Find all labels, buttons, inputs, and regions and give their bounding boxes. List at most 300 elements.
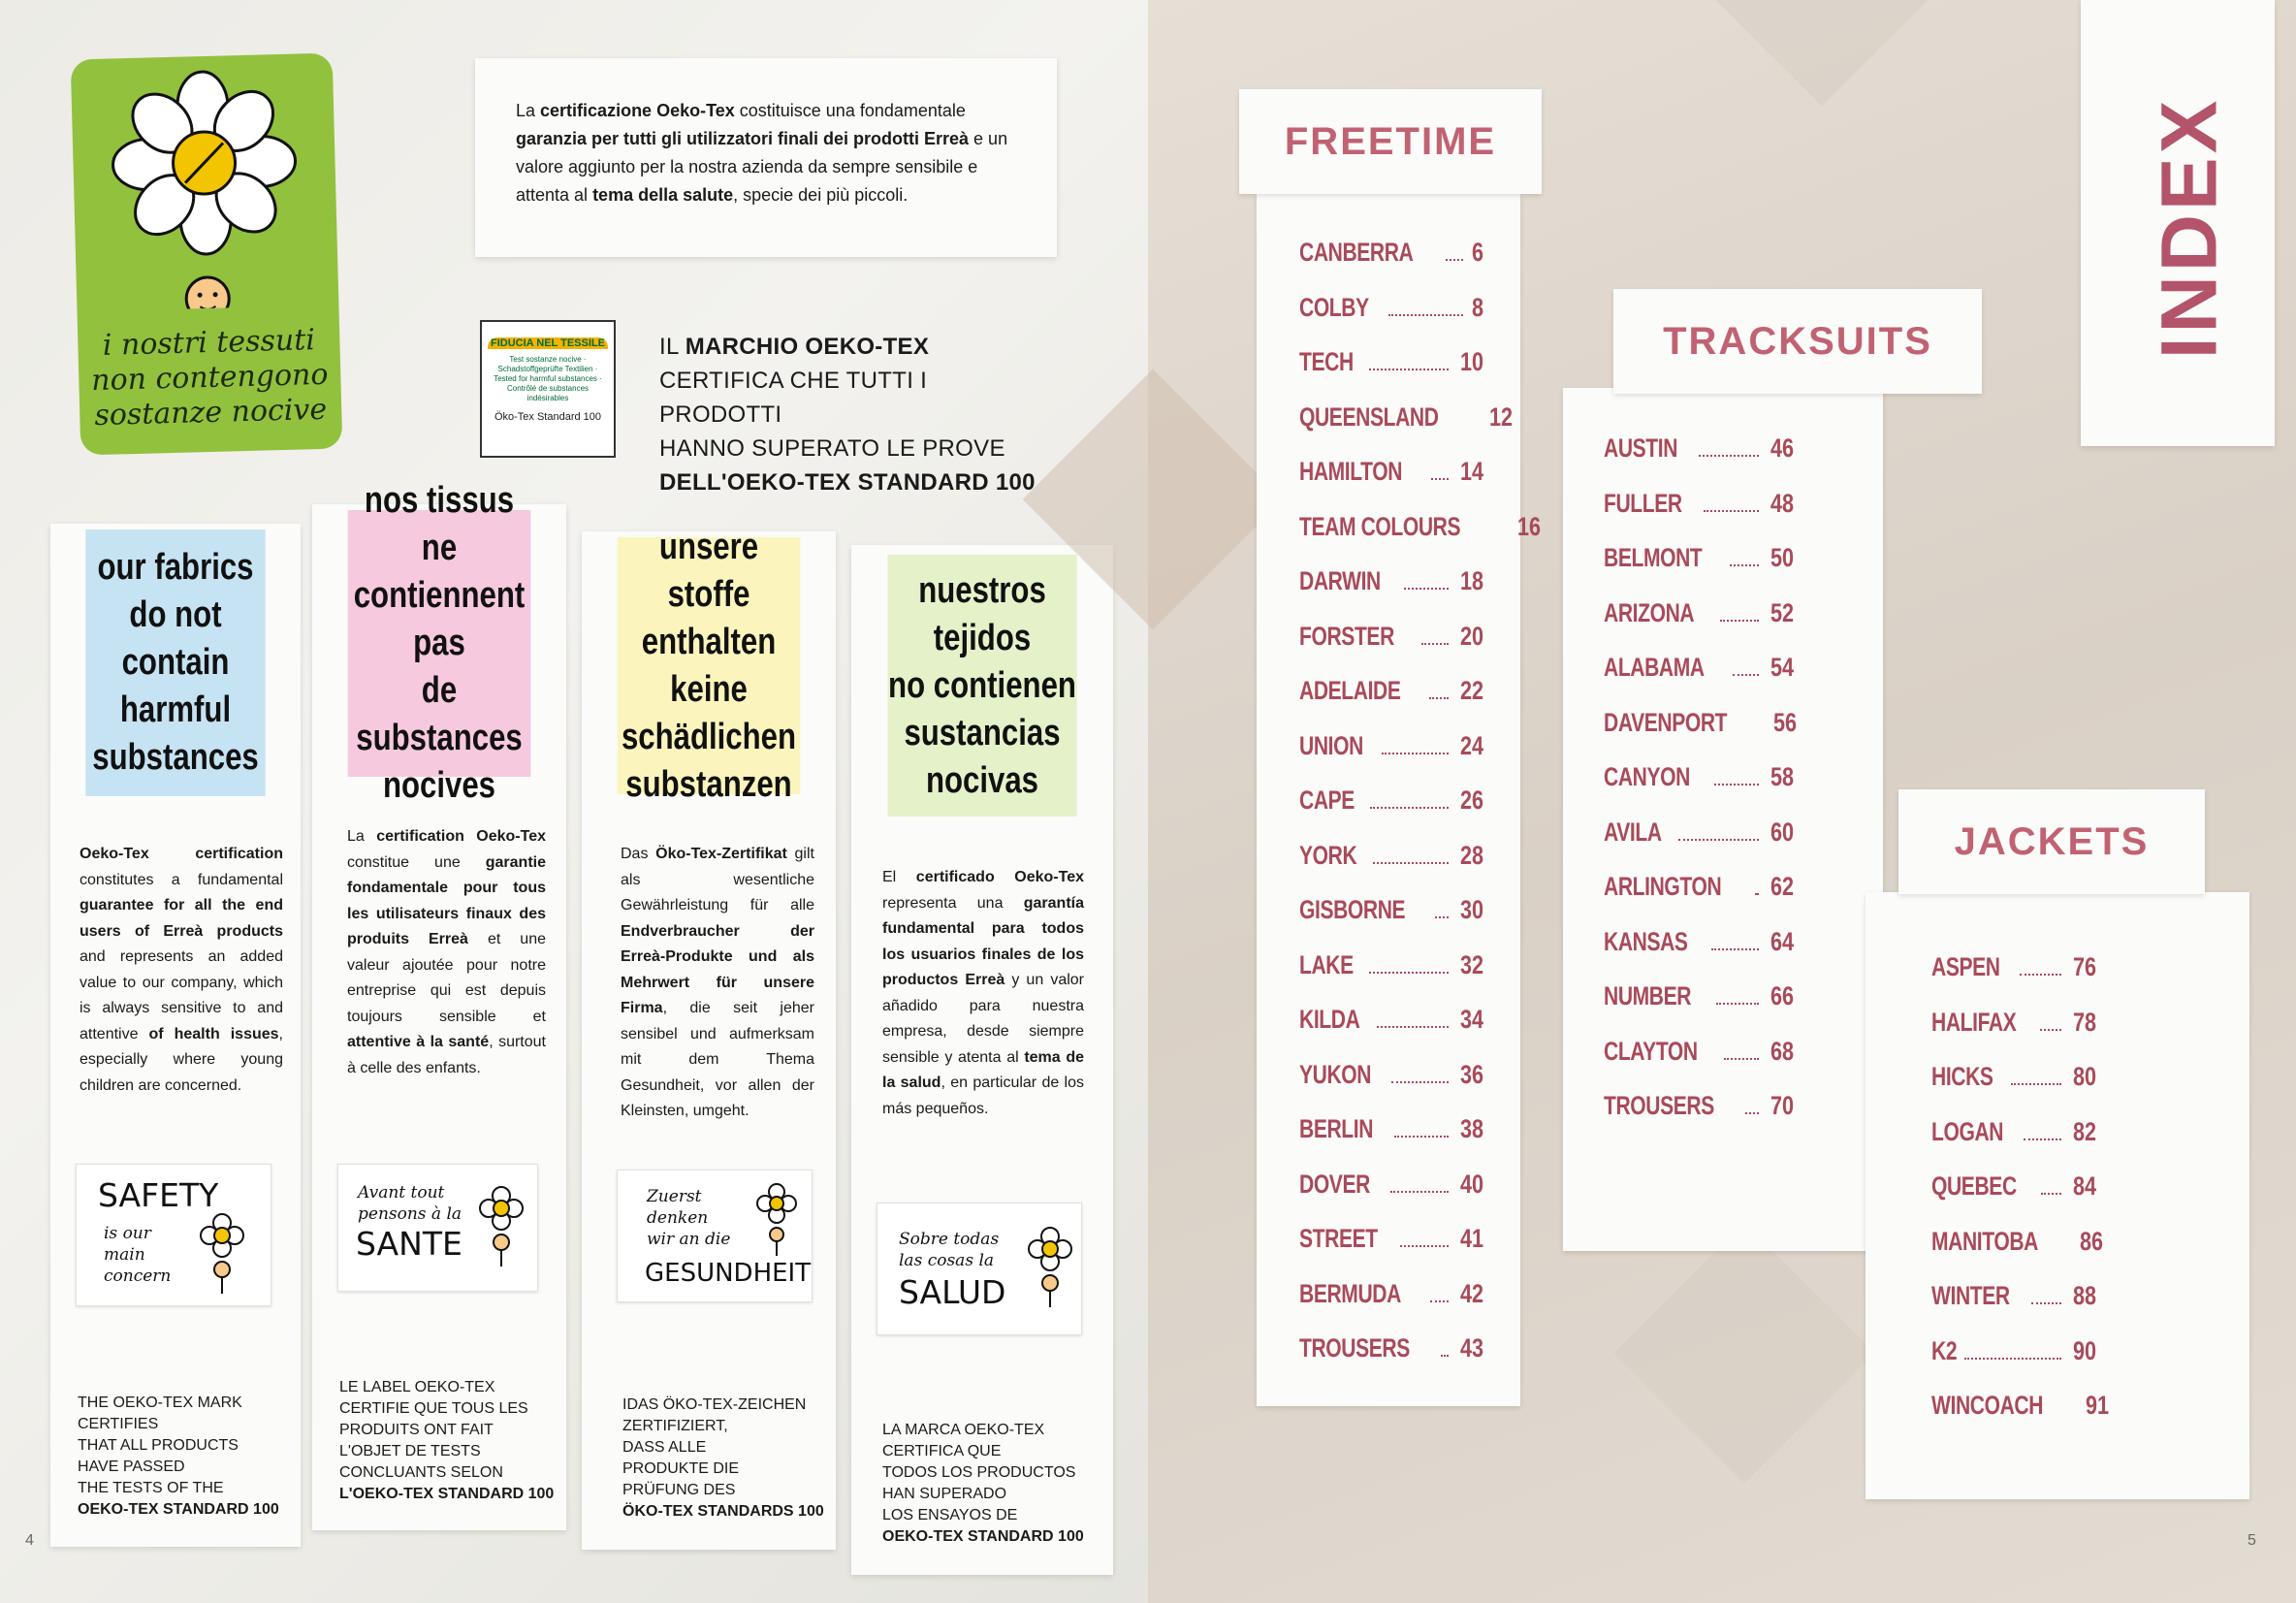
footer-line: HAVE PASSED (78, 1459, 185, 1475)
index-entry-name: DAVENPORT (1604, 707, 1728, 737)
slogan-small: Sobre todas (899, 1230, 1000, 1249)
index-entry-name: AVILA (1604, 817, 1662, 847)
index-entry (1931, 1062, 2096, 1092)
footer-line: CERTIFICA QUE (882, 1443, 1002, 1459)
index-entry-page: 40 (1459, 1169, 1483, 1199)
index-leader-dots (1390, 1191, 1449, 1193)
index-entry-page: 8 (1471, 292, 1483, 322)
index-leader-dots (2031, 1302, 2060, 1304)
index-entry-name: LAKE (1299, 949, 1354, 979)
index-entry-page: 91 (2086, 1391, 2110, 1420)
index-leader-dots (1400, 1245, 1449, 1247)
heading-line: substances (92, 737, 259, 778)
footer-line: ZERTIFIZIERT, (622, 1418, 728, 1434)
index-entry (1604, 707, 1798, 738)
footer-line-bold: ÖKO-TEX STANDARDS 100 (622, 1503, 824, 1520)
index-entry-page: 78 (2072, 1007, 2096, 1037)
footer-line-bold: OEKO-TEX STANDARD 100 (882, 1528, 1084, 1545)
index-entry (1604, 872, 1794, 902)
index-entry-page: 14 (1459, 457, 1483, 486)
index-entry-page: 52 (1770, 597, 1794, 627)
index-entry-name: CANBERRA (1299, 238, 1414, 267)
index-entry (1299, 238, 1483, 268)
body-text: , surtout à celle des enfants. (347, 1034, 546, 1076)
index-entry-name: FORSTER (1299, 621, 1394, 651)
footer-line: IDAS ÖKO-TEX-ZEICHEN (622, 1396, 807, 1413)
index-entry (1604, 818, 1794, 848)
heading-line: unsere stoffe (658, 526, 759, 615)
index-entry-name: CLAYTON (1604, 1036, 1698, 1066)
heading-line: our fabrics (97, 547, 254, 588)
intro-text: , specie dei più piccoli. (733, 185, 909, 205)
index-entry (1931, 1281, 2096, 1311)
index-leader-dots (1745, 1112, 1759, 1114)
heading-german (618, 526, 801, 805)
intro-text-bold: tema della salute (592, 185, 734, 205)
mark-line: CERTIFICA CHE TUTTI I PRODOTTI (659, 368, 928, 428)
index-entry-name: ARIZONA (1604, 597, 1695, 627)
flower-icon (71, 53, 339, 312)
index-entry (1604, 543, 1794, 573)
index-entry-page: 24 (1459, 730, 1483, 760)
logo-line: i nostri tessuti (102, 323, 316, 363)
index-entry (1604, 598, 1794, 628)
body-text: representa una (882, 894, 1024, 912)
body-bold: certification Oeko-Tex (376, 828, 546, 845)
mark-line-bold: MARCHIO OEKO-TEX (685, 334, 930, 360)
index-entry (1299, 511, 1542, 542)
heading-line: ne contiennent pas (353, 528, 526, 663)
footer-line-bold: L'OEKO-TEX STANDARD 100 (339, 1486, 555, 1502)
mark-line-bold: DELL'OEKO-TEX STANDARD 100 (659, 469, 1036, 496)
index-entry-name: ARLINGTON (1604, 872, 1722, 901)
background-diamond (1614, 1223, 1875, 1484)
slogan-small: Zuerst (647, 1187, 702, 1206)
index-entry-page: 20 (1459, 621, 1483, 651)
index-entry-page: 64 (1770, 926, 1794, 956)
index-entry-name: TECH (1299, 347, 1354, 376)
index-entry-name: ADELAIDE (1299, 676, 1401, 705)
body-text: Das (621, 846, 656, 862)
index-entry-name: TEAM COLOURS (1299, 511, 1461, 541)
index-entry-name: TROUSERS (1299, 1333, 1410, 1363)
index-entry-name: QUEENSLAND (1299, 401, 1439, 432)
index-entry (1299, 1279, 1483, 1309)
index-entry-page: 10 (1459, 347, 1483, 376)
heading-spanish (887, 555, 1076, 817)
body-french (347, 824, 546, 1081)
index-leader-dots (1704, 510, 1758, 512)
index-leader-dots (1711, 948, 1759, 950)
index-entry-page: 84 (2072, 1171, 2096, 1201)
badge-standard: Öko-Tex Standard 100 (494, 411, 602, 423)
index-entry-page: 68 (1770, 1036, 1794, 1066)
footer-line: LE LABEL OEKO-TEX (339, 1379, 495, 1395)
index-entry-name: YORK (1299, 840, 1357, 870)
body-bold: Endverbraucher der Erreà-Produkte und als Mehrwert für unsere Firma (621, 922, 814, 1016)
index-entry-name: STREET (1299, 1224, 1378, 1253)
index-entry-name: HALIFAX (1931, 1007, 2017, 1037)
index-entry-name: BELMONT (1604, 543, 1703, 572)
body-bold: guarantee for all the end users of Erreà products (80, 897, 283, 940)
index-entry (1299, 841, 1483, 871)
intro-text: La (516, 101, 541, 120)
mark-line: HANNO SUPERATO LE PROVE (659, 435, 1005, 462)
index-entry-page: 56 (1773, 707, 1798, 737)
index-entry-page: 12 (1489, 401, 1514, 432)
oeko-tex-logo (71, 53, 343, 456)
index-entry-page: 42 (1459, 1278, 1483, 1308)
flower-icon (1023, 1225, 1077, 1312)
footer-line: THE OEKO-TEX MARK (78, 1395, 242, 1411)
footer-line: CONCLUANTS SELON (339, 1464, 503, 1481)
page-number-right: 5 (2248, 1532, 2256, 1549)
column-english (50, 524, 301, 1547)
index-entry-page: 46 (1770, 433, 1794, 463)
badge-title: FIDUCIA NEL TESSILE (488, 337, 608, 349)
heading-line: nocivas (925, 759, 1039, 801)
index-entry (1299, 785, 1483, 816)
body-english (80, 842, 283, 1099)
index-leader-dots (1716, 1003, 1759, 1005)
slogan-small: main (104, 1245, 145, 1265)
index-entry-name: AUSTIN (1604, 433, 1678, 463)
index-entry-page: 16 (1517, 511, 1542, 541)
slogan-english (76, 1164, 271, 1306)
index-entry-name: ASPEN (1931, 952, 2000, 981)
index-entry (1604, 927, 1794, 957)
slogan-big: SALUD (899, 1273, 1006, 1311)
slogan-big: SANTE (356, 1225, 462, 1263)
index-leader-dots (1678, 839, 1759, 841)
index-entry (1299, 622, 1483, 652)
heading-line: substanzen (625, 763, 792, 805)
slogan-big: SAFETY (98, 1176, 219, 1214)
slogan-small: Avant tout (358, 1183, 445, 1202)
index-entry-page: 88 (2072, 1281, 2096, 1310)
index-entry-page: 50 (1770, 543, 1794, 572)
index-leader-dots (1699, 455, 1759, 457)
footer-line: TODOS LOS PRODUCTOS (882, 1464, 1076, 1481)
slogan-small: las cosas la (899, 1251, 995, 1270)
body-bold: garantie fondamentale pour tous les utilisateurs finaux des produits Erreà (347, 853, 546, 947)
heading-line: do not contain (121, 594, 230, 683)
index-entry-name: MANITOBA (1931, 1226, 2038, 1256)
index-entry (1604, 433, 1794, 464)
body-bold: garantía fundamental para todos los usuarios finales de los productos Erreà (882, 894, 1084, 988)
footer-spanish (882, 1420, 1084, 1548)
footer-line: THE TESTS OF THE (78, 1480, 224, 1496)
index-leader-dots (1714, 784, 1759, 785)
heading-line: enthalten keine (641, 621, 777, 710)
index-entry (1299, 1224, 1483, 1254)
index-entry (1931, 1117, 2096, 1147)
index-entry-page: 62 (1770, 872, 1794, 901)
footer-german (622, 1395, 824, 1523)
slogan-big: GESUNDHEIT (645, 1259, 812, 1288)
body-text: and represents an added value to our company, which is always sensitive to and attentive (80, 948, 283, 1042)
index-entry-page: 43 (1459, 1333, 1483, 1363)
index-entry-name: DOVER (1299, 1169, 1370, 1199)
index-entry (1604, 762, 1794, 792)
tracksuits-title: TRACKSUITS (1613, 289, 1982, 394)
footer-line: PRÜFUNG DES (622, 1482, 736, 1498)
index-entry (1299, 347, 1483, 377)
heading-line: de substances (356, 670, 523, 758)
logo-line: sostanze nocive (94, 392, 328, 433)
index-leader-dots (1377, 1026, 1449, 1028)
index-entry (1299, 1170, 1483, 1200)
flower-icon (749, 1182, 804, 1260)
footer-english (78, 1393, 279, 1521)
index-entry-page: 26 (1459, 785, 1483, 815)
index-entry (1299, 293, 1483, 323)
freetime-title: FREETIME (1239, 89, 1542, 194)
index-entry (1931, 952, 2096, 982)
index-entry (1299, 731, 1483, 761)
index-leader-dots (1441, 1355, 1449, 1357)
heading-french (348, 480, 531, 806)
heading-line: sustancias (904, 712, 1061, 753)
body-text: La (347, 828, 377, 845)
index-entry-name: COLBY (1299, 292, 1369, 322)
body-bold: certificado Oeko-Tex (915, 869, 1084, 885)
index-entry-page: 58 (1770, 762, 1794, 791)
badge-subtitle: Test sostanze nocive · Schadstoffgeprüfte Textilien · Tested for harmful substances · Contrôlé de substances indésirables (494, 355, 602, 402)
index-entry-page: 18 (1459, 566, 1483, 595)
index-entry (1299, 895, 1483, 925)
mark-line: IL (659, 334, 686, 360)
index-leader-dots (1369, 972, 1449, 974)
index-entry (1299, 950, 1483, 980)
slogan-small: wir an die (647, 1230, 731, 1249)
index-entry-page: 66 (1770, 981, 1794, 1010)
index-entry-page: 38 (1459, 1114, 1483, 1143)
index-entry-page: 70 (1770, 1091, 1794, 1120)
index-entry-name: K2 (1931, 1335, 1958, 1365)
footer-line-bold: OEKO-TEX STANDARD 100 (78, 1501, 279, 1518)
body-text: constitue une (347, 853, 486, 871)
index-entry-page: 48 (1770, 488, 1794, 518)
intro-text: e un valore aggiunto per la nostra azienda da sempre sensibile e attenta al (516, 129, 1008, 205)
index-leader-dots (1370, 807, 1449, 809)
index-entry (1299, 1114, 1483, 1144)
index-leader-dots (1369, 369, 1449, 370)
footer-line: HAN SUPERADO (882, 1486, 1007, 1502)
index-entry-name: YUKON (1299, 1059, 1372, 1089)
body-text: , die seit jeher sensibel und aufmerksam mit dem Thema Gesundheit, vor allen der Kleinsten, umgeht. (621, 1000, 814, 1119)
index-leader-dots (1755, 893, 1759, 895)
body-text: et une valeur ajoutée pour notre entreprise qui est depuis toujours sensible et (347, 931, 547, 1025)
index-entry-name: HAMILTON (1299, 457, 1403, 486)
slogan-small: pensons à la (358, 1204, 462, 1224)
jackets-title: JACKETS (1898, 789, 2205, 894)
index-leader-dots (1733, 674, 1759, 676)
index-entry (1931, 1391, 2110, 1421)
index-entry-page: 86 (2080, 1226, 2104, 1256)
index-leader-dots (1446, 259, 1463, 261)
index-entry-page: 80 (2072, 1062, 2096, 1091)
index-entry-name: CAPE (1299, 785, 1355, 815)
index-entry (1299, 1060, 1483, 1090)
intro-text-bold: certificazione Oeko-Tex (540, 101, 735, 120)
index-entry-name: TROUSERS (1604, 1091, 1714, 1120)
index-heading (2145, 87, 2234, 369)
index-leader-dots (1388, 314, 1463, 316)
heading-line: harmful (119, 689, 232, 730)
index-entry (1931, 1226, 2104, 1257)
index-entry-page: 41 (1459, 1224, 1483, 1253)
body-bold: of health issues (148, 1025, 279, 1042)
footer-line: LOS ENSAYOS DE (882, 1507, 1018, 1523)
index-entry (1931, 1171, 2096, 1202)
index-entry-page: 90 (2072, 1335, 2096, 1365)
body-text: constitutes a fundamental (80, 871, 283, 888)
index-entry-name: HICKS (1931, 1062, 1993, 1091)
index-leader-dots (1431, 478, 1449, 480)
index-leader-dots (2020, 974, 2061, 976)
slogan-german (617, 1170, 813, 1302)
index-entry-page: 32 (1459, 949, 1483, 979)
slogan-spanish (877, 1202, 1082, 1335)
flower-icon (474, 1184, 528, 1271)
footer-line: CERTIFIE QUE TOUS LES (339, 1400, 528, 1417)
body-text: gilt als wesentliche Gewährleistung für alle (621, 846, 814, 914)
heading-line: nos tissus (364, 480, 515, 521)
index-leader-dots (1421, 643, 1449, 645)
index-entry (1604, 489, 1794, 519)
oeko-tex-badge (480, 320, 616, 458)
heading-line: nuestros tejidos (918, 569, 1046, 658)
footer-line: CERTIFIES (78, 1416, 159, 1432)
body-text: , especially where young children are concerned. (80, 1025, 283, 1094)
index-entry (1931, 1336, 2096, 1366)
footer-line: PRODUITS ONT FAIT (339, 1422, 494, 1438)
slogan-small: concern (104, 1266, 172, 1286)
index-entry-page: 6 (1471, 238, 1483, 267)
heading-line: no contienen (888, 664, 1076, 706)
heading-line: nocives (382, 765, 496, 806)
index-entry-page: 22 (1459, 676, 1483, 705)
index-leader-dots (1724, 1058, 1759, 1060)
index-entry-name: QUEBEC (1931, 1171, 2017, 1201)
index-leader-dots (1430, 1300, 1449, 1302)
index-entry (1299, 457, 1483, 487)
body-german (621, 842, 814, 1125)
index-leader-dots (1382, 753, 1449, 754)
index-entry (1299, 1005, 1483, 1035)
footer-line: DASS ALLE (622, 1439, 707, 1456)
index-entry-name: BERLIN (1299, 1114, 1374, 1143)
logo-line: non contengono (90, 357, 329, 399)
footer-line: L'OBJET DE TESTS (339, 1443, 481, 1459)
index-leader-dots (2011, 1083, 2061, 1085)
index-entry-page: 30 (1459, 895, 1483, 924)
footer-line: LA MARCA OEKO-TEX (882, 1422, 1045, 1438)
slogan-french (337, 1164, 538, 1292)
index-entry-name: WINTER (1931, 1281, 2010, 1310)
index-entry (1299, 566, 1483, 596)
index-entry (1931, 1008, 2096, 1038)
index-leader-dots (1391, 1081, 1449, 1083)
index-entry-name: NUMBER (1604, 981, 1692, 1010)
index-entry-name: GISBORNE (1299, 895, 1406, 924)
index-entry-name: FULLER (1604, 488, 1682, 518)
footer-line: THAT ALL PRODUCTS (78, 1437, 239, 1454)
heading-line: schädlichen (621, 716, 797, 757)
index-entry-name: ALABAMA (1604, 653, 1705, 682)
index-word: INDEX (2145, 96, 2234, 360)
index-entry-page: 34 (1459, 1005, 1483, 1034)
intro-card (475, 58, 1057, 257)
footer-french (339, 1377, 554, 1505)
index-entry-page: 60 (1770, 817, 1794, 847)
index-entry-page: 28 (1459, 840, 1483, 870)
index-leader-dots (1404, 588, 1449, 590)
index-entry (1604, 1091, 1794, 1121)
slogan-small: is our (104, 1224, 151, 1243)
index-entry (1604, 1037, 1794, 1067)
index-entry-page: 36 (1459, 1059, 1483, 1089)
index-entry-name: BERMUDA (1299, 1278, 1401, 1308)
body-bold: Öko-Tex-Zertifikat (655, 846, 787, 862)
index-leader-dots (2041, 1193, 2061, 1195)
column-french (312, 480, 566, 1530)
index-leader-dots (1720, 620, 1759, 622)
background-diamond (1692, 0, 1953, 106)
index-entry-name: LOGAN (1931, 1116, 2004, 1146)
page-number-left: 4 (25, 1532, 34, 1549)
column-spanish (851, 545, 1113, 1575)
index-leader-dots (1394, 1136, 1449, 1138)
index-leader-dots (1429, 697, 1449, 699)
index-entry (1299, 401, 1514, 433)
index-entry (1299, 1333, 1483, 1363)
logo-tagline (78, 322, 342, 433)
body-spanish (882, 865, 1084, 1122)
index-leader-dots (1964, 1358, 2061, 1360)
column-german (582, 526, 836, 1550)
index-leader-dots (2040, 1029, 2061, 1031)
index-entry-name: WINCOACH (1931, 1391, 2044, 1420)
index-entry (1604, 653, 1794, 683)
body-bold: attentive à la santé (347, 1034, 490, 1050)
body-text: El (882, 869, 916, 885)
index-entry (1299, 676, 1483, 706)
oeko-tex-mark-text (659, 330, 1047, 499)
index-entry-name: CANYON (1604, 762, 1690, 791)
body-text: , en particular de los más pequeños. (882, 1074, 1085, 1117)
body-bold: tema de la salud (882, 1048, 1085, 1091)
slogan-small: denken (647, 1208, 709, 1228)
index-entry-name: KANSAS (1604, 926, 1688, 956)
index-leader-dots (1730, 564, 1759, 566)
footer-line: PRODUKTE DIE (622, 1460, 740, 1477)
index-entry-page: 54 (1770, 653, 1794, 682)
body-bold: Oeko-Tex certification (80, 846, 283, 862)
index-leader-dots (1435, 916, 1449, 918)
intro-text-bold: garanzia per tutti gli utilizzatori finali dei prodotti Erreà (516, 129, 970, 148)
index-entry-page: 76 (2072, 952, 2096, 981)
intro-text: costituisce una fondamentale (734, 101, 966, 120)
heading-english (85, 529, 265, 796)
body-text: y un valor añadido para nuestra empresa, desde siempre sensible y atenta al (882, 972, 1084, 1066)
index-entry-name: UNION (1299, 730, 1363, 760)
index-entry-name: DARWIN (1299, 566, 1381, 595)
index-entry-name: KILDA (1299, 1005, 1360, 1034)
index-leader-dots (2024, 1138, 2061, 1140)
index-leader-dots (1373, 862, 1449, 864)
